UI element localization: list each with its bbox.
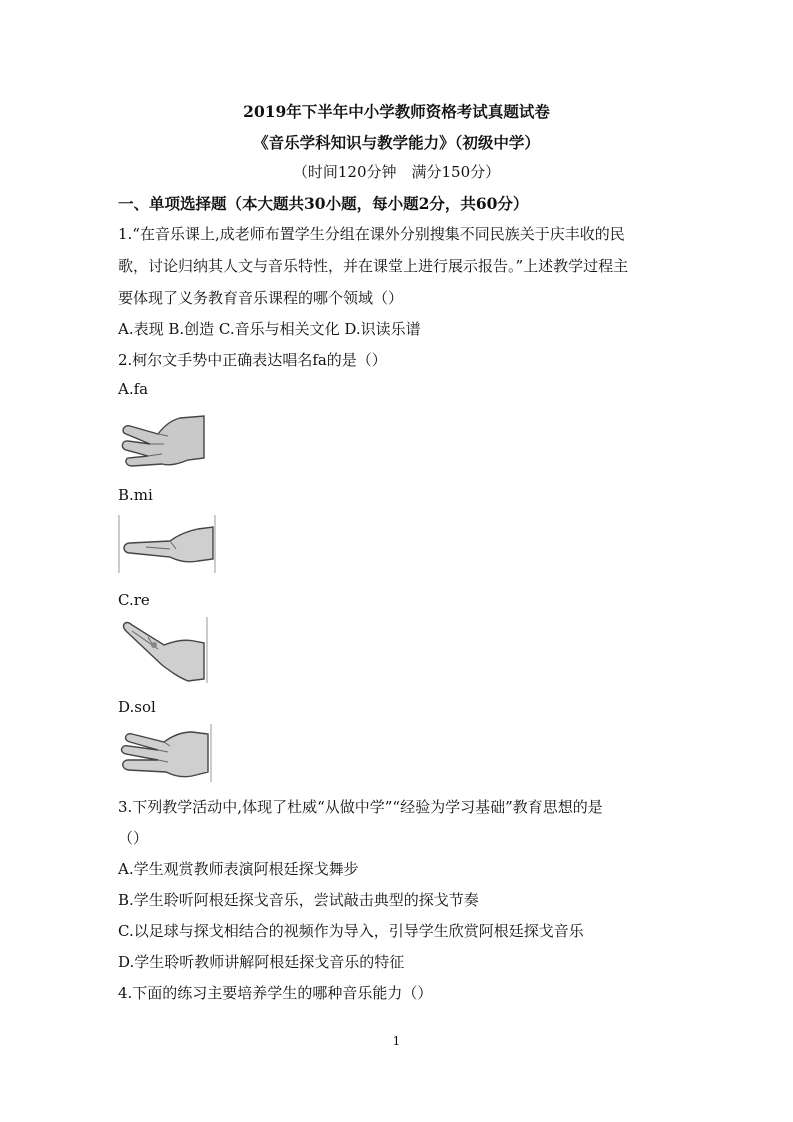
q3-option-a: A.学生观赏教师表演阿根廷探戈舞步 bbox=[118, 860, 359, 878]
hand-sign-fa-image bbox=[118, 408, 206, 474]
hand-sign-sol-image bbox=[118, 722, 214, 788]
q4-stem: 4.下面的练习主要培养学生的哪种音乐能力（） bbox=[118, 984, 433, 1002]
q3-option-b: B.学生聆听阿根廷探戈音乐，尝试敲击典型的探戈节奏 bbox=[118, 891, 479, 909]
q1-line-1: 1.“在音乐课上,成老师布置学生分组在课外分别搜集不同民族关于庆丰收的民 bbox=[118, 225, 625, 243]
q2-option-a: A.fa bbox=[118, 380, 149, 398]
section-heading: 一、单项选择题（本大题共30小题，每小题2分，共60分） bbox=[118, 194, 529, 213]
hand-sign-re-image bbox=[118, 615, 210, 689]
q2-option-b: B.mi bbox=[118, 486, 153, 504]
q3-line-2: （） bbox=[118, 829, 149, 847]
q3-line-1: 3.下列教学活动中,体现了杜威“从做中学”“经验为学习基础”教育思想的是 bbox=[118, 798, 603, 816]
q1-options: A.表现 B.创造 C.音乐与相关文化 D.识读乐谱 bbox=[118, 320, 421, 338]
q2-option-d: D.sol bbox=[118, 698, 156, 716]
q3-option-d: D.学生聆听教师讲解阿根廷探戈音乐的特征 bbox=[118, 953, 405, 971]
q2-option-c: C.re bbox=[118, 591, 150, 609]
q1-line-3: 要体现了义务教育音乐课程的哪个领域（） bbox=[118, 289, 404, 307]
q3-option-c: C.以足球与探戈相结合的视频作为导入，引导学生欣赏阿根廷探戈音乐 bbox=[118, 922, 584, 940]
page-title: 2019年下半年中小学教师资格考试真题试卷 bbox=[243, 102, 550, 121]
hand-sign-mi-image bbox=[118, 513, 218, 579]
q1-line-2: 歌，讨论归纳其人文与音乐特性，并在课堂上进行展示报告。”上述教学过程主 bbox=[118, 257, 629, 275]
page-subtitle: 《音乐学科知识与教学能力》（初级中学） bbox=[253, 133, 540, 152]
q2-stem: 2.柯尔文手势中正确表达唱名fa的是（） bbox=[118, 351, 387, 369]
time-info: （时间120分钟 满分150分） bbox=[292, 163, 501, 181]
page-number: 1 bbox=[392, 1034, 401, 1048]
